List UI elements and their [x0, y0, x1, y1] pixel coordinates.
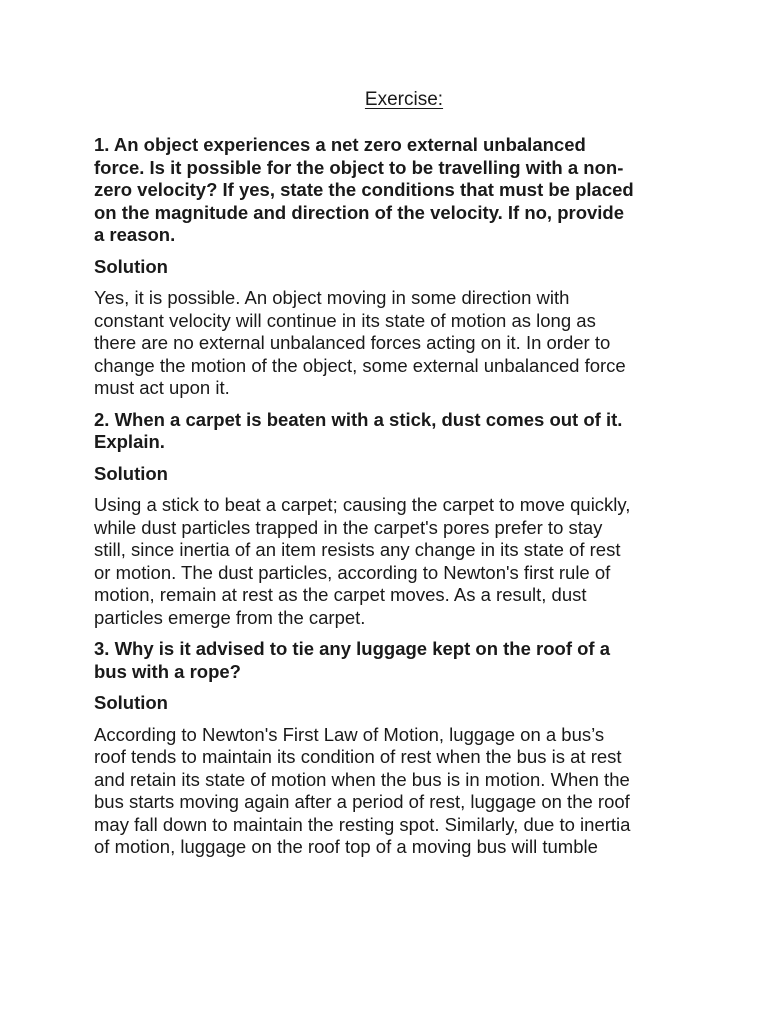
document-body: [94, 88, 714, 868]
answer-line: of motion, luggage on the roof top of a moving bus will tumble: [94, 836, 598, 857]
answer-line: or motion. The dust particles, according to Newton's first rule of: [94, 561, 611, 583]
solution-label: Solution: [94, 255, 168, 277]
answer-line: particles emerge from the carpet.: [94, 606, 366, 628]
answer-line: may fall down to maintain the resting spot. Similarly, due to inertia: [94, 813, 631, 835]
question-line: Explain.: [94, 431, 165, 452]
answer-line: and retain its state of motion when the bus is in motion. When the: [94, 768, 630, 790]
answer-line: still, since inertia of an item resists any change in its state of rest: [94, 539, 621, 560]
question-line: force. Is it possible for the object to be travelling with a non-: [94, 156, 624, 178]
answer-3: [94, 724, 714, 859]
answer-line: motion, remain at rest as the carpet moves. As a result, dust: [94, 584, 587, 605]
question-3: [94, 638, 714, 683]
answer-line: there are no external unbalanced forces acting on it. In order to: [94, 332, 611, 353]
question-line: a reason.: [94, 224, 176, 245]
question-1: [94, 134, 714, 247]
answer-line: bus starts moving again after a period of rest, luggage on the roof: [94, 791, 630, 812]
exercise-item-3: [94, 638, 714, 859]
answer-line: change the motion of the object, some external unbalanced force: [94, 354, 626, 376]
answer-2: [94, 494, 714, 629]
exercise-item-1: [94, 134, 714, 400]
answer-line: must act upon it.: [94, 377, 230, 398]
solution-label: Solution: [94, 692, 168, 713]
answer-line: while dust particles trapped in the carpet's pores prefer to stay: [94, 516, 603, 538]
question-line: bus with a rope?: [94, 660, 241, 682]
answer-1: [94, 287, 714, 400]
question-line: on the magnitude and direction of the velocity. If no, provide: [94, 201, 625, 223]
exercise-item-2: [94, 409, 714, 630]
question-2: [94, 409, 714, 454]
answer-line: constant velocity will continue in its state of motion as long as: [94, 309, 596, 331]
page-heading: Exercise:: [364, 89, 444, 110]
solution-label: Solution: [94, 462, 168, 484]
answer-line: roof tends to maintain its condition of rest when the bus is at rest: [94, 746, 622, 767]
question-line: zero velocity? If yes, state the conditions that must be placed: [94, 179, 634, 200]
answer-line: Using a stick to beat a carpet; causing the carpet to move quickly,: [94, 494, 631, 515]
answer-line: Yes, it is possible. An object moving in some direction with: [94, 287, 570, 308]
question-line: 2. When a carpet is beaten with a stick, dust comes out of it.: [94, 408, 623, 430]
answer-line: According to Newton's First Law of Motion, luggage on a bus’s: [94, 723, 605, 745]
question-line: 3. Why is it advised to tie any luggage kept on the roof of a: [94, 638, 611, 659]
question-line: 1. An object experiences a net zero external unbalanced: [94, 134, 586, 155]
